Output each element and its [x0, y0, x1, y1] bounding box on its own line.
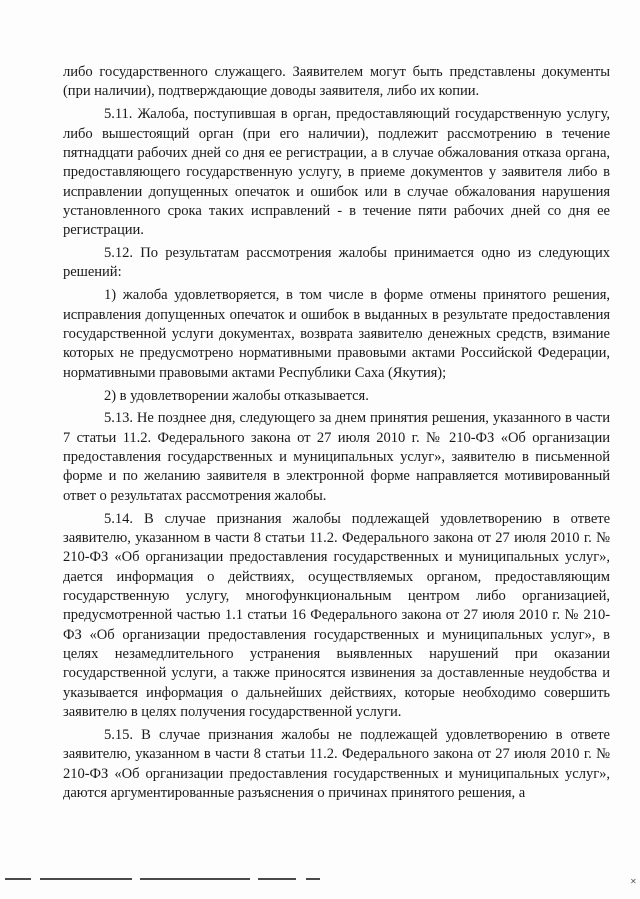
footer-rule-segment	[5, 878, 31, 880]
scan-corner-mark: ✕	[630, 877, 637, 886]
list-item-2: 2) в удовлетворении жалобы отказывается.	[104, 387, 369, 404]
footer-rule-segment	[140, 878, 250, 880]
footer-rule-segment	[306, 878, 320, 880]
footer-rule-segment	[258, 878, 296, 880]
paragraph-5-14: 5.14. В случае признания жалобы подлежащей удовлетворению в ответе заявителю, указанном в части 8 статьи 11.2. Федерального закона от 27 июля 2010 г. № 210-ФЗ «Об организации предоставления государственных и муниципальных услуг», дается информация о действиях, осуществляемых органом, предоставляющим государственную услугу, многофункциональным центром либо организацией, предусмотренной частью 1.1 статьи 16 Федерального закона от 27 июля 2010 г. № 210-ФЗ «Об организации предоставления государственных и муниципальных услуг», в целях незамедлительного устранения выявленных нарушений при оказании государственной услуги, а также приносятся извинения за доставленные неудобства и указывается информация о дальнейших действиях, которые необходимо совершить заявителю в целях получения государственной услуги.	[63, 510, 610, 720]
paragraph-5-12: 5.12. По результатам рассмотрения жалобы принимается одно из следующих решений:	[63, 245, 610, 281]
document-body	[63, 63, 610, 807]
paragraph-continuation: либо государственного служащего. Заявителем могут быть представлены документы (при наличии), подтверждающие доводы заявителя, либо их копии.	[63, 64, 610, 100]
paragraph-5-13: 5.13. Не позднее дня, следующего за днем принятия решения, указанного в части 7 статьи 11.2. Федерального закона от 27 июля 2010 г. № 210-ФЗ «Об организации предоставления государственных и муниципальных услуг», заявителю в письменной форме и по желанию заявителя в электронной форме направляется мотивированный ответ о результатах рассмотрения жалобы.	[63, 410, 610, 504]
list-item-1: 1) жалоба удовлетворяется, в том числе в форме отмены принятого решения, исправления допущенных опечаток и ошибок в выданных в результате предоставления государственной услуги документах, возврата заявителю денежных средств, взимание которых не предусмотрено нормативными правовыми актами Российской Федерации, нормативными правовыми актами Республики Саха (Якутия);	[63, 287, 610, 381]
paragraph-5-11: 5.11. Жалоба, поступившая в орган, предоставляющий государственную услугу, либо вышестоящий орган (при его наличии), подлежит рассмотрению в течение пятнадцати рабочих дней со дня ее регистрации, а в случае обжалования отказа органа, предоставляющего государственную услугу, в приеме документов у заявителя либо в исправлении допущенных опечаток и ошибок или в случае обжалования нарушения установленного срока таких исправлений - в течение пяти рабочих дней со дня ее регистрации.	[63, 106, 610, 239]
footer-rule-segment	[40, 878, 132, 880]
paragraph-5-15: 5.15. В случае признания жалобы не подлежащей удовлетворению в ответе заявителю, указанном в части 8 статьи 11.2. Федерального закона от 27 июля 2010 г. № 210-ФЗ «Об организации предоставления государственных и муниципальных услуг», даются аргументированные разъяснения о причинах принятого решения, а	[63, 726, 610, 801]
